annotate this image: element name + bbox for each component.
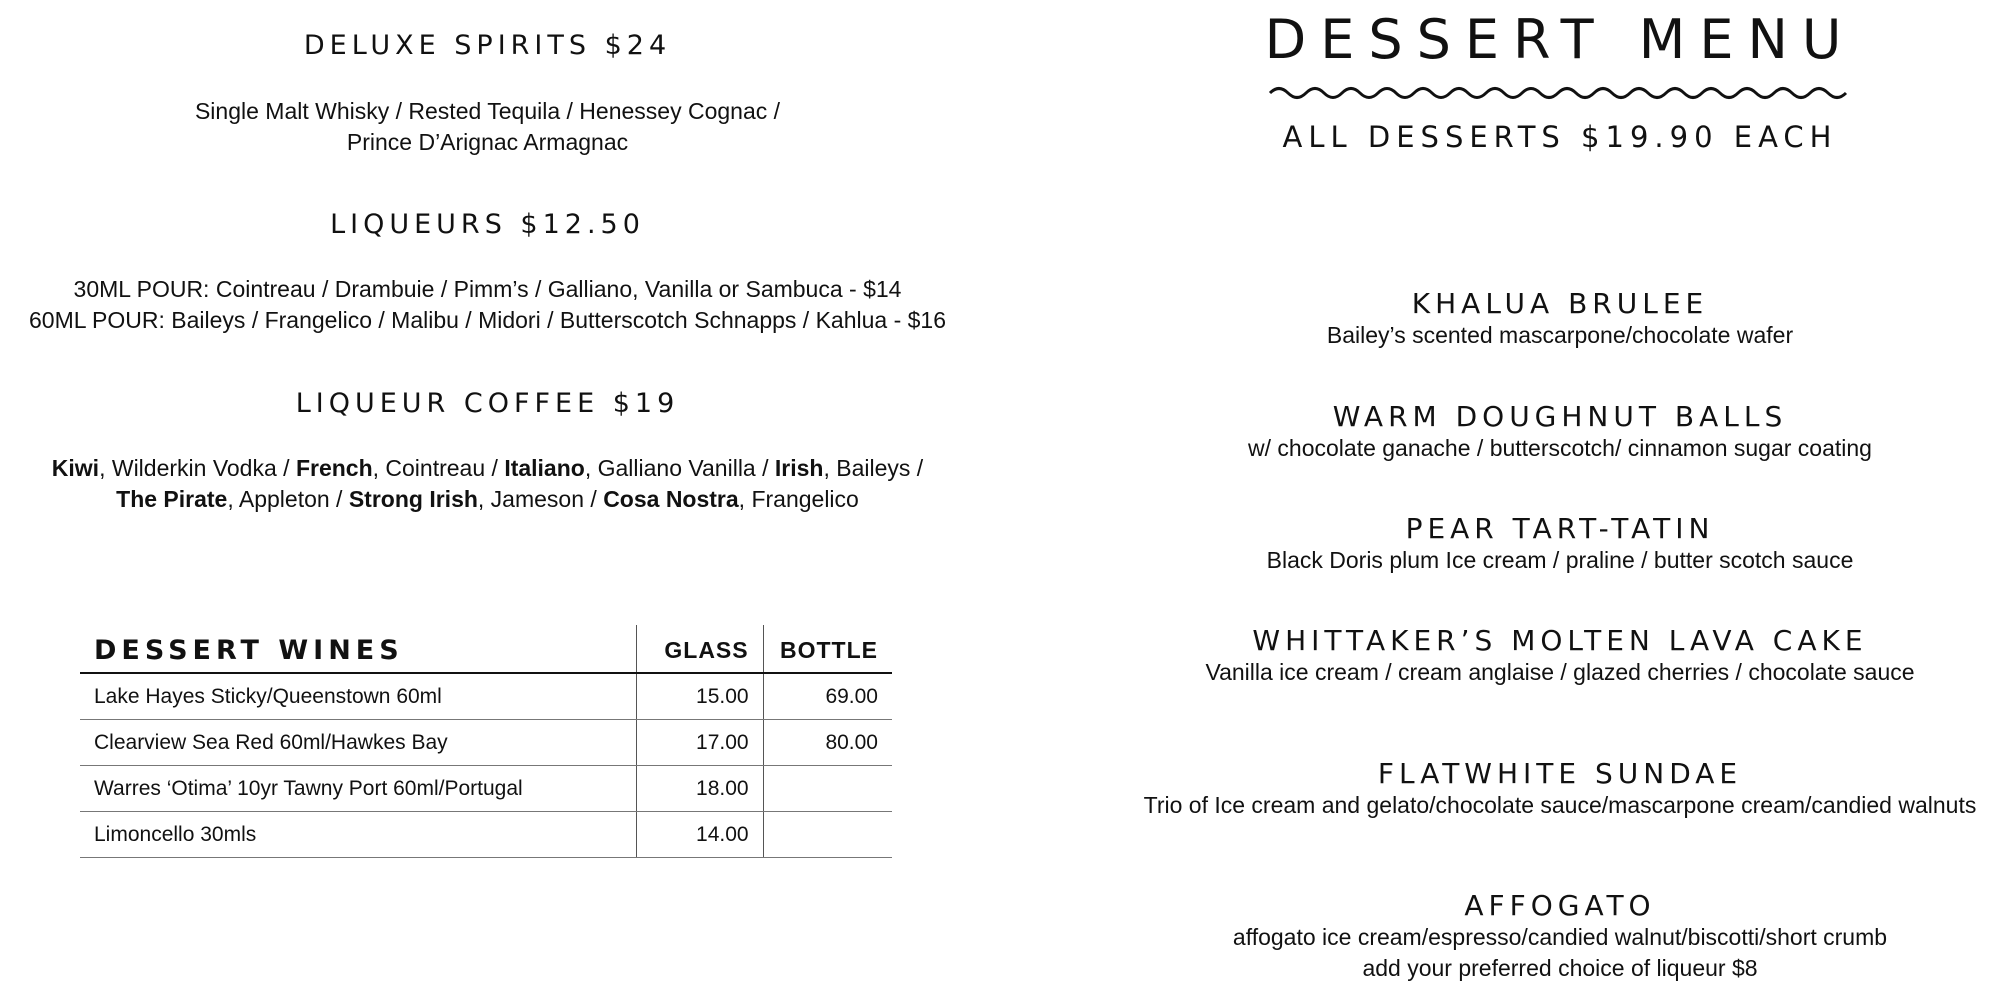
dessert-name: WHITTAKER’S MOLTEN LAVA CAKE	[1252, 624, 1868, 657]
table-row	[80, 812, 892, 858]
liqueur-coffee-list	[0, 453, 975, 515]
deluxe-spirits-line: Single Malt Whisky / Rested Tequila / Henessey Cognac /	[194, 98, 781, 124]
wine-bottle-price: 80.00	[763, 720, 892, 766]
deluxe-spirits-title: DELUXE SPIRITS $24	[303, 30, 672, 61]
dessert-description: Black Doris plum Ice cream / praline / butter scotch sauce	[1266, 547, 1854, 573]
wine-glass-price: 15.00	[637, 673, 763, 720]
table-row	[80, 720, 892, 766]
coffee-name: French	[295, 455, 373, 481]
dessert-name: KHALUA BRULEE	[1411, 287, 1709, 320]
dessert-description: w/ chocolate ganache / butterscotch/ cinnamon sugar coating	[1248, 435, 1872, 461]
wine-name: Warres ‘Otima’ 10yr Tawny Port 60ml/Portugal	[80, 766, 637, 812]
dessert-name: AFFOGATO	[1464, 889, 1656, 922]
coffee-name: Italiano	[504, 455, 585, 481]
wine-bottle-price: 69.00	[763, 673, 892, 720]
page-title: DESSERT MENU	[1264, 8, 1856, 71]
wine-bottle-price	[763, 812, 892, 858]
drinks-column	[0, 0, 975, 981]
dessert-description-line: affogato ice cream/espresso/candied walnut/biscotti/short crumb	[1232, 924, 1888, 950]
coffee-spirit: , Galliano Vanilla /	[584, 455, 775, 481]
dessert-name: WARM DOUGHNUT BALLS	[1332, 400, 1788, 433]
coffee-name: Cosa Nostra	[603, 486, 739, 512]
dessert-column	[1120, 0, 2000, 981]
wine-name: Clearview Sea Red 60ml/Hawkes Bay	[80, 720, 637, 766]
deluxe-spirits-line: Prince D’Arignac Armagnac	[346, 129, 629, 155]
deluxe-spirits-list	[0, 96, 975, 158]
dessert-wines-table	[80, 625, 892, 858]
liqueurs-line: 60ML POUR: Baileys / Frangelico / Malibu / Midori / Butterscotch Schnapps / Kahlua - $16	[28, 307, 946, 333]
dessert-description: Vanilla ice cream / cream anglaise / glazed cherries / chocolate sauce	[1205, 659, 1915, 685]
coffee-spirit: , Baileys /	[823, 455, 924, 481]
wave-divider-icon	[1268, 82, 1852, 104]
liqueurs-list	[0, 274, 975, 336]
table-row	[80, 673, 892, 720]
glass-column-header: GLASS	[637, 625, 763, 673]
coffee-spirit: , Frangelico	[738, 486, 859, 512]
wine-glass-price: 14.00	[637, 812, 763, 858]
dessert-wines-title: DESSERT WINES	[94, 635, 404, 666]
coffee-spirit: , Jameson /	[477, 486, 604, 512]
coffee-spirit: , Wilderkin Vodka /	[99, 455, 296, 481]
wine-name: Limoncello 30mls	[80, 812, 637, 858]
liqueurs-title: LIQUEURS $12.50	[330, 209, 645, 240]
price-subtitle: ALL DESSERTS $19.90 EACH	[1282, 120, 1838, 154]
dessert-description	[1120, 922, 2000, 984]
coffee-name: Irish	[774, 455, 824, 481]
dessert-addon-line: add your preferred choice of liqueur $8	[1362, 955, 1758, 981]
wine-name: Lake Hayes Sticky/Queenstown 60ml	[80, 673, 637, 720]
liqueur-coffee-title: LIQUEUR COFFEE $19	[295, 388, 680, 419]
dessert-name: PEAR TART-TATIN	[1405, 512, 1715, 545]
table-header	[80, 625, 892, 673]
dessert-description: Trio of Ice cream and gelato/chocolate sauce/mascarpone cream/candied walnuts	[1143, 792, 1977, 818]
liqueur-coffee-line	[0, 453, 975, 484]
bottle-column-header: BOTTLE	[763, 625, 892, 673]
coffee-spirit: , Appleton /	[227, 486, 349, 512]
wine-glass-price: 18.00	[637, 766, 763, 812]
table-row	[80, 766, 892, 812]
liqueur-coffee-line	[0, 484, 975, 515]
coffee-name: The Pirate	[116, 486, 228, 512]
wine-glass-price: 17.00	[637, 720, 763, 766]
liqueurs-line: 30ML POUR: Cointreau / Drambuie / Pimm’s / Galliano, Vanilla or Sambuca - $14	[73, 276, 902, 302]
wine-bottle-price	[763, 766, 892, 812]
coffee-name: Strong Irish	[348, 486, 478, 512]
dessert-name: FLATWHITE SUNDAE	[1377, 757, 1743, 790]
coffee-name: Kiwi	[51, 455, 100, 481]
dessert-description: Bailey’s scented mascarpone/chocolate wafer	[1326, 322, 1794, 348]
coffee-spirit: , Cointreau /	[372, 455, 505, 481]
